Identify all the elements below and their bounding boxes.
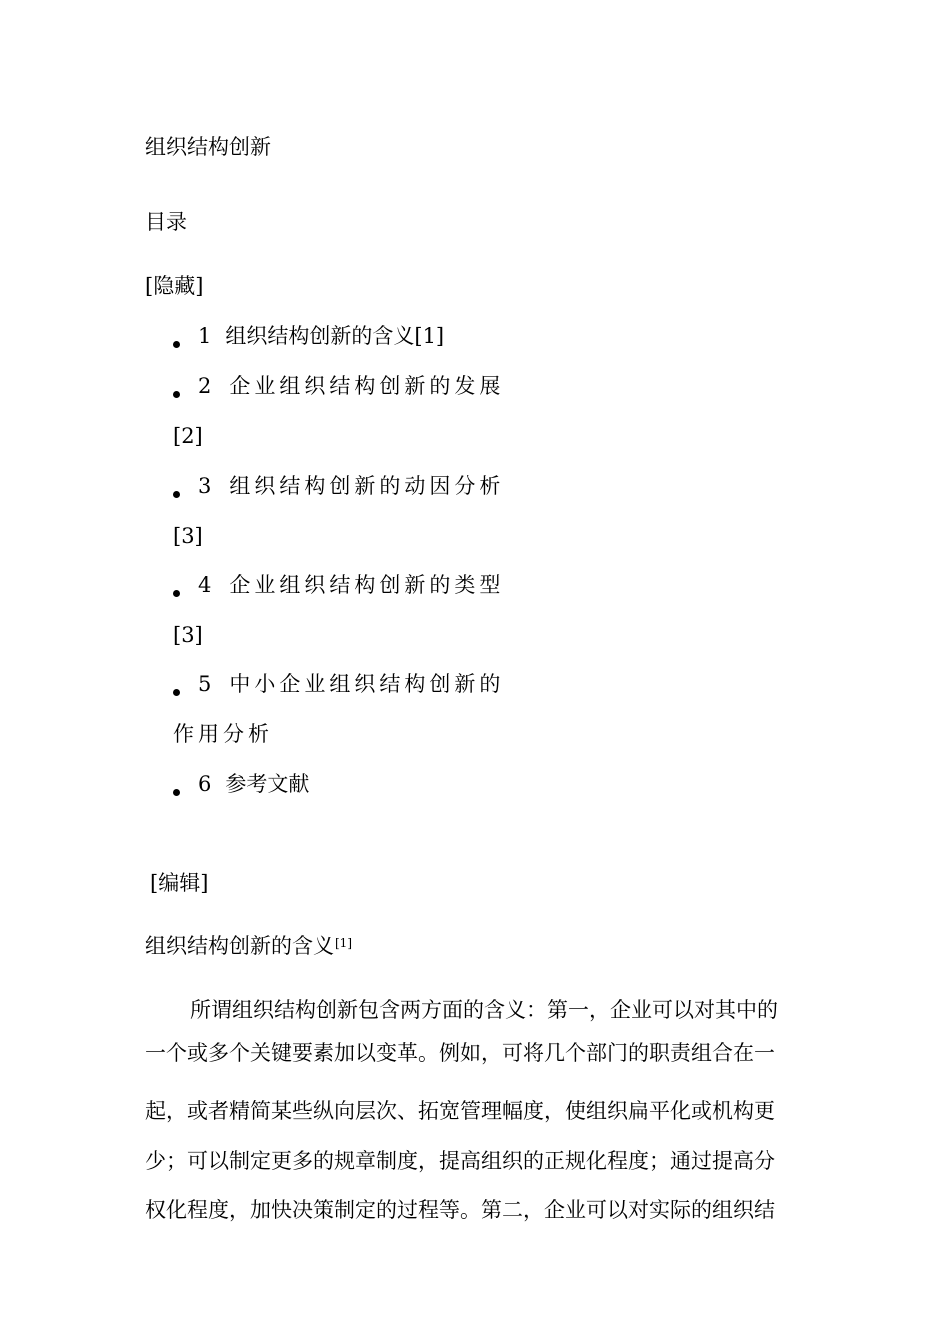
toc-item-2-continuation[interactable]: [2] [173, 424, 203, 448]
paragraph-line-3: 起，或者精简某些纵向层次、拓宽管理幅度，使组织扁平化或机构更 [145, 1099, 775, 1123]
toc-item-text: 组织结构创新的动因分析 [229, 474, 505, 498]
bullet-icon [173, 590, 180, 597]
toc-item-number: 2 [198, 374, 216, 398]
bullet-icon [173, 689, 180, 696]
paragraph-line-1: 所谓组织结构创新包含两方面的含义：第一，企业可以对其中的 [190, 998, 778, 1022]
toc-hide-toggle[interactable]: [隐藏] [145, 274, 204, 298]
toc-item-number: 5 [198, 672, 216, 696]
edit-link[interactable]: [编辑] [150, 871, 209, 895]
toc-item-2[interactable] [173, 376, 504, 397]
section-title [145, 936, 352, 957]
toc-item-5-continuation[interactable]: 作用分析 [173, 722, 273, 746]
toc-item-4-continuation[interactable]: [3] [173, 623, 203, 647]
toc-item-number: 1 [198, 324, 212, 348]
paragraph-line-4: 少；可以制定更多的规章制度，提高组织的正规化程度；通过提高分 [145, 1149, 775, 1173]
paragraph-line-5: 权化程度，加快决策制定的过程等。第二，企业可以对实际的组织结 [145, 1198, 775, 1222]
toc-item-text: 企业组织结构创新的发展 [229, 374, 505, 398]
bullet-icon [173, 789, 180, 796]
toc-item-6[interactable] [173, 774, 309, 795]
toc-item-1[interactable] [173, 326, 444, 347]
toc-heading: 目录 [145, 210, 187, 234]
toc-item-5[interactable] [173, 674, 504, 695]
paragraph-line-2: 一个或多个关键要素加以变革。例如，可将几个部门的职责组合在一 [145, 1041, 775, 1065]
toc-item-number: 6 [198, 772, 212, 796]
citation-ref[interactable]: [1] [335, 936, 352, 950]
bullet-icon [173, 491, 180, 498]
toc-item-text: 组织结构创新的含义[1] [225, 324, 445, 348]
toc-item-text: 参考文献 [225, 772, 310, 796]
bullet-icon [173, 341, 180, 348]
toc-item-number: 4 [198, 573, 216, 597]
bullet-icon [173, 391, 180, 398]
toc-item-text: 中小企业组织结构创新的 [229, 672, 505, 696]
toc-item-text: 企业组织结构创新的类型 [229, 573, 505, 597]
document-title: 组织结构创新 [145, 135, 271, 159]
toc-item-3[interactable] [173, 476, 504, 497]
toc-item-4[interactable] [173, 575, 504, 596]
toc-item-3-continuation[interactable]: [3] [173, 524, 203, 548]
section-title-text: 组织结构创新的含义 [145, 934, 334, 958]
toc-item-number: 3 [198, 474, 216, 498]
